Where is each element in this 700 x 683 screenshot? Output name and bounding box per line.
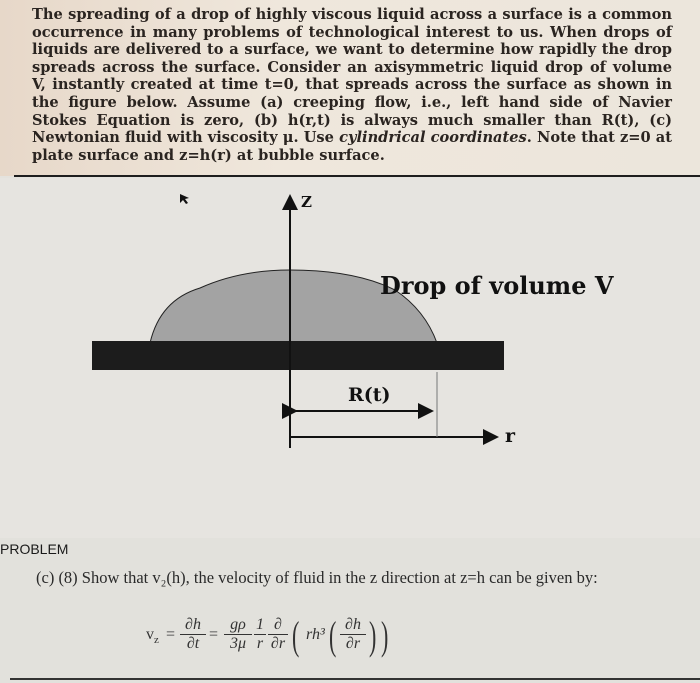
eq-rh3-term: rh³ <box>306 626 325 643</box>
eq-dh-dr: $\frac{\partial h}{\partial r}$ <box>340 616 366 653</box>
drop-label: Drop of volume V <box>380 271 614 300</box>
eq-equals-2: = <box>209 626 219 643</box>
eq-equals-1: = <box>166 626 176 643</box>
eq-paren-open-outer: ( <box>292 613 300 658</box>
intro-text-before: The spreading of a drop of highly viscous liquid across a surface is a common occurrence in many problems of technological interest to us. When drops of liquids are delivered to a surface, we want to determine how rapidly the drop spreads across the surface. Consider an axisymmetric liquid drop of volume V, instantly created at time t=0, that spreads across the surface as shown in the figure below. Assume (a) creeping flow, i.e., left hand side of Navier Stokes Equation is zero, (b) h(r,t) is always much smaller than R(t), (c) Newtonian fluid with viscosity μ. Use <box>32 6 672 147</box>
velocity-equation <box>146 614 406 670</box>
eq-paren-open-inner: ( <box>329 613 337 658</box>
mouse-cursor-icon <box>180 194 189 204</box>
eq-d-dr: ∂ ∂r <box>268 616 288 653</box>
radius-label: R(t) <box>348 384 391 406</box>
r-axis-label: r <box>505 425 516 447</box>
divider-bottom <box>10 678 700 680</box>
eq-dh-dt: $\frac{\partial h}{\partial t}$ <box>180 616 206 653</box>
question-text: (c) (8) Show that v₂(h), the velocity of fluid in the z direction at z=h can be given by: <box>36 568 598 587</box>
eq-g-rho-over-3mu: $\frac{g\rho}{3\mu}$ <box>224 616 252 653</box>
eq-lhs: $v_z$ <box>146 626 159 647</box>
plate-surface <box>92 341 504 370</box>
eq-one-over-r: $\frac{1}{r}$ <box>256 616 264 652</box>
eq-paren-close-inner: ) <box>369 613 377 658</box>
eq-paren-close-outer: ) <box>381 613 389 658</box>
z-axis-label: Z <box>301 193 312 211</box>
problem-heading: PROBLEM <box>0 541 69 557</box>
intro-emphasis: cylindrical coordinates <box>339 129 527 147</box>
intro-text-after: . Note that z=0 at plate surface and z=h(r) at bubble surface. <box>32 129 672 164</box>
